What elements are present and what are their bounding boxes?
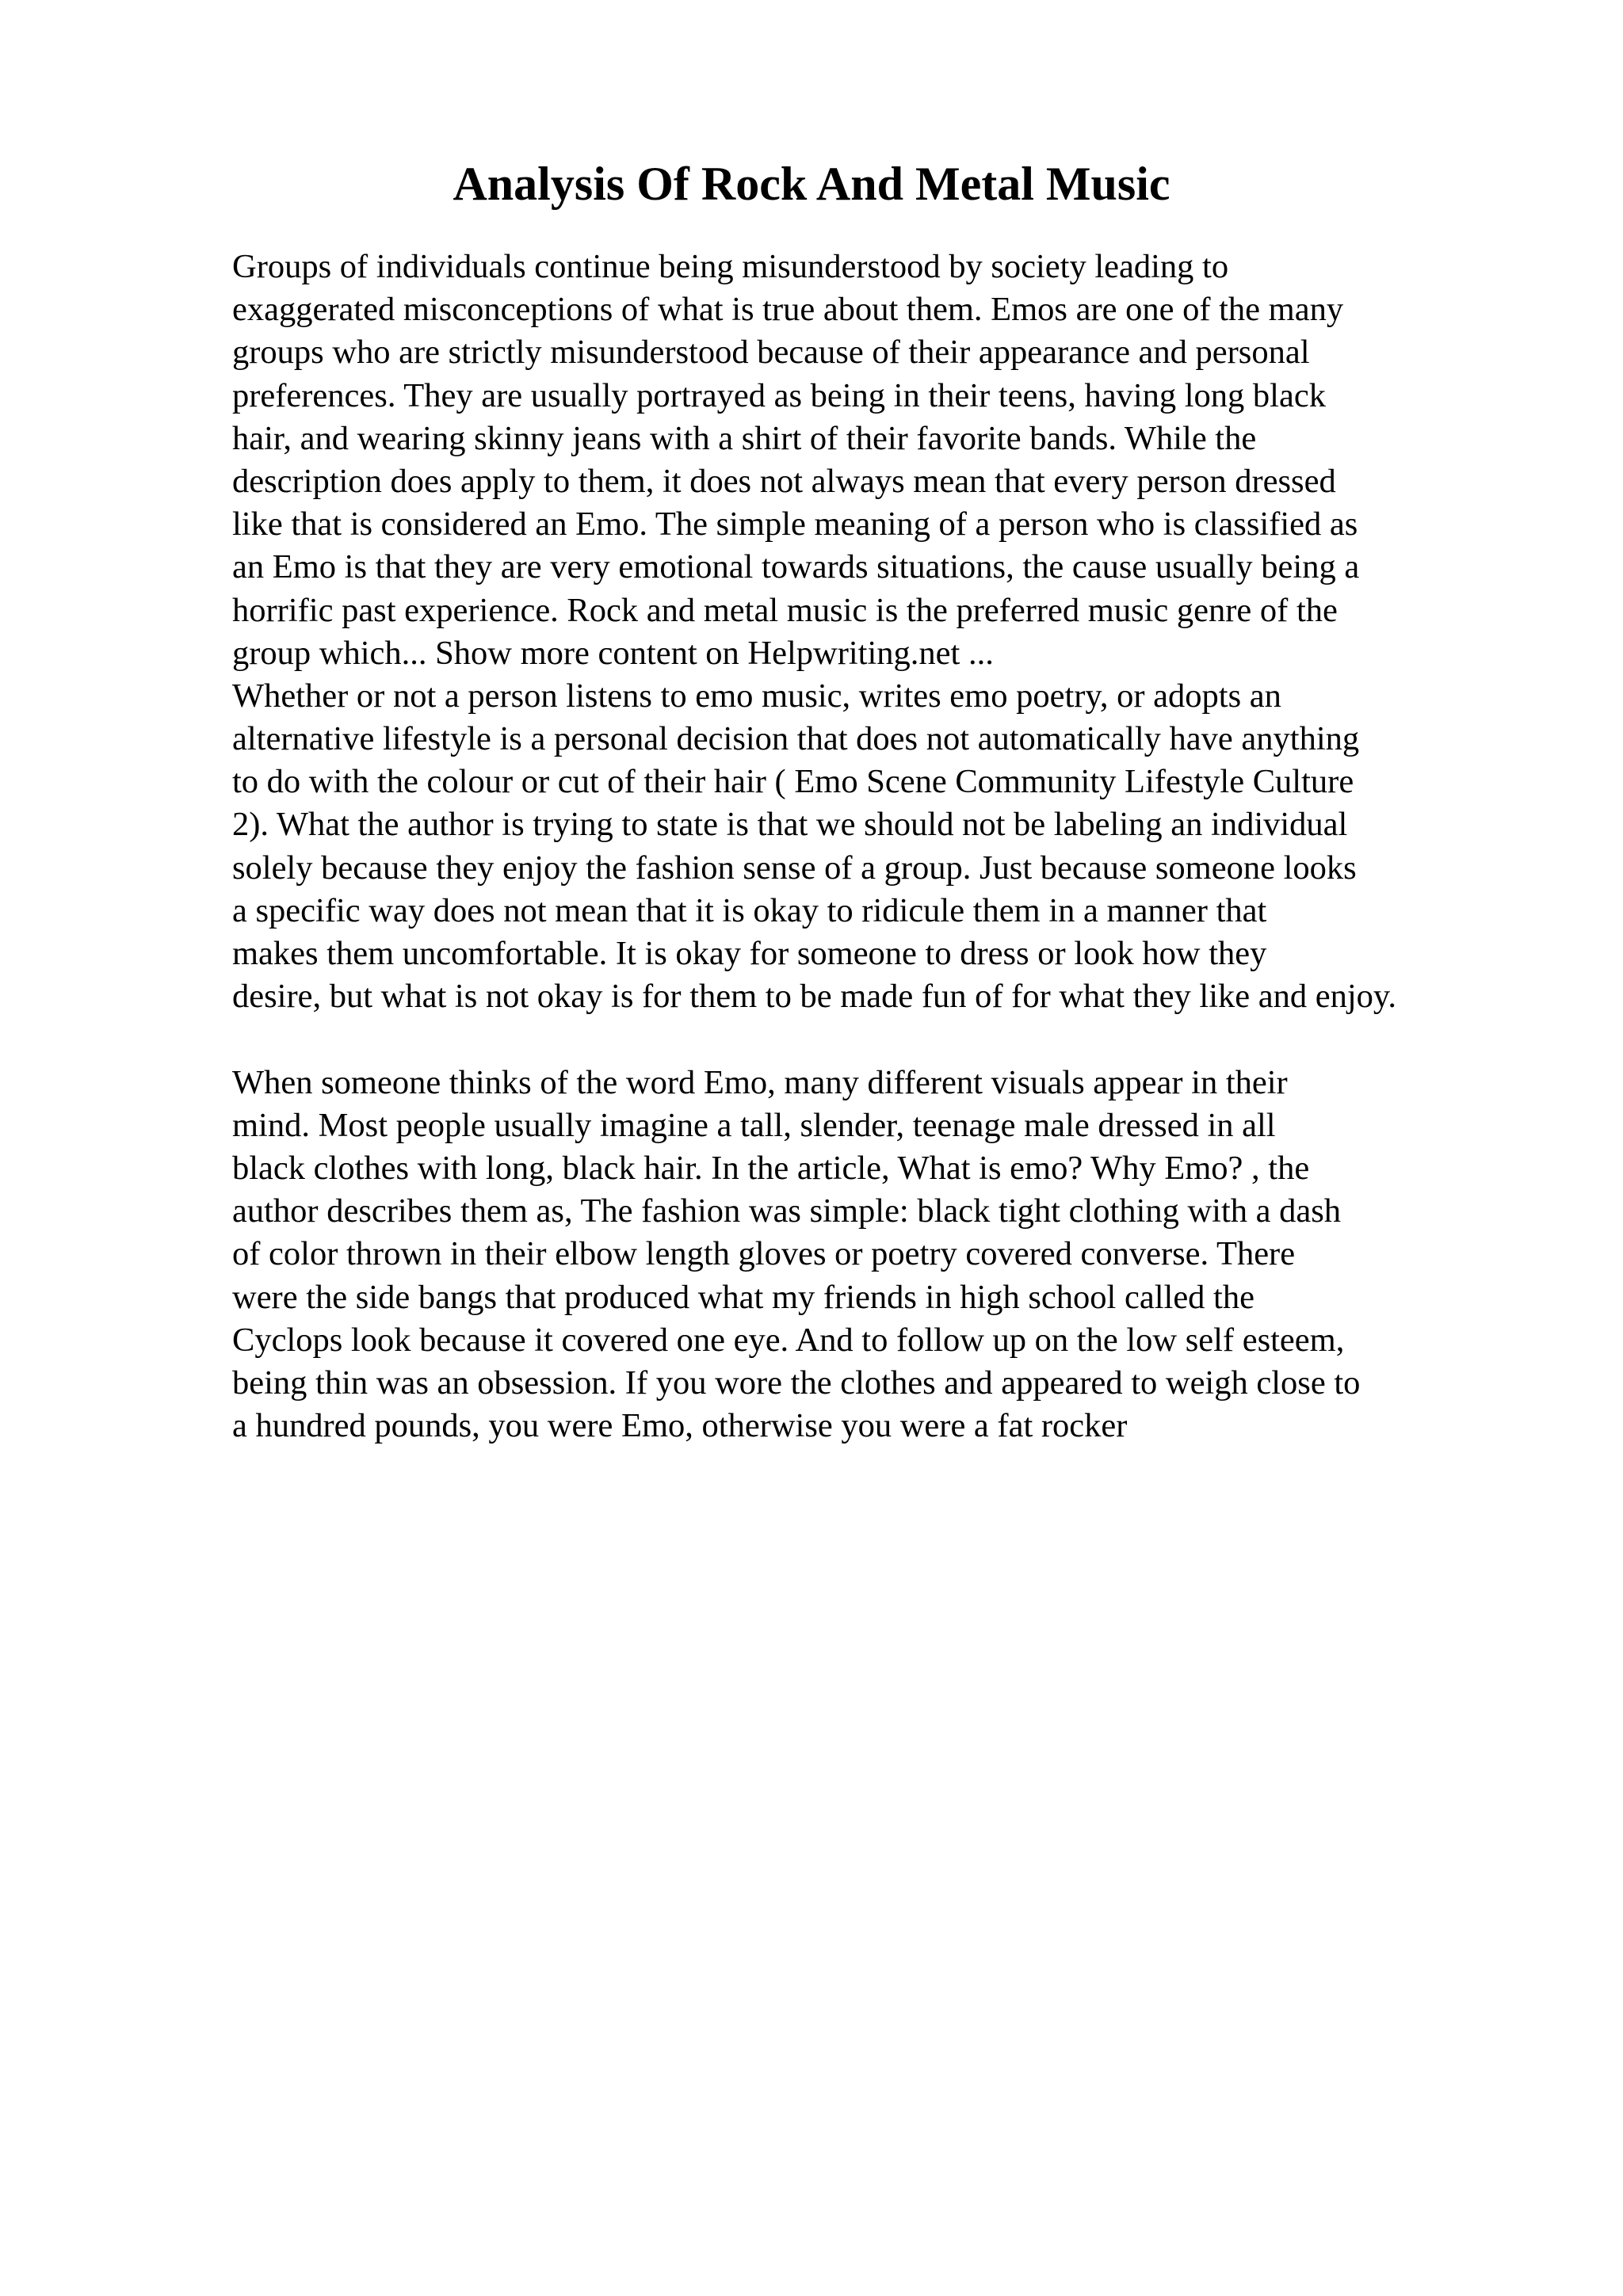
text-line: group which... Show more content on Helpwriting.net ... (232, 634, 994, 672)
text-line: hair, and wearing skinny jeans with a shirt of their favorite bands. While the (232, 419, 1257, 457)
text-line: black clothes with long, black hair. In the article, What is emo? Why Emo? , the (232, 1149, 1310, 1187)
text-line: mind. Most people usually imagine a tall, slender, teenage male dressed in all (232, 1106, 1276, 1144)
text-line: groups who are strictly misunderstood because of their appearance and personal (232, 334, 1310, 372)
text-line: were the side bangs that produced what my friends in high school called the (232, 1278, 1254, 1316)
text-line: being thin was an obsession. If you wore the clothes and appeared to weigh close to (232, 1363, 1361, 1402)
text-line: Whether or not a person listens to emo music, writes emo poetry, or adopts an (232, 677, 1281, 715)
paragraph-spacer (232, 1018, 1579, 1061)
text-line: solely because they enjoy the fashion sense of a group. Just because someone looks (232, 849, 1357, 887)
text-line: a hundred pounds, you were Emo, otherwise you were a fat rocker (232, 1407, 1128, 1445)
text-line: alternative lifestyle is a personal decision that does not automatically have anything (232, 720, 1360, 758)
text-line: 2). What the author is trying to state is that we should not be labeling an individual (232, 806, 1348, 844)
text-line: preferences. They are usually portrayed as being in their teens, having long black (232, 376, 1326, 414)
text-line: Groups of individuals continue being misunderstood by society leading to (232, 248, 1229, 285)
document-body (232, 246, 1579, 1447)
text-line: author describes them as, The fashion was simple: black tight clothing with a dash (232, 1192, 1342, 1230)
text-line: an Emo is that they are very emotional towards situations, the cause usually being a (232, 548, 1360, 586)
text-line: desire, but what is not okay is for them to be made fun of for what they like and enjoy. (232, 978, 1397, 1016)
text-line: makes them uncomfortable. It is okay for someone to dress or look how they (232, 935, 1267, 972)
text-line: description does apply to them, it does not always mean that every person dressed (232, 462, 1336, 500)
paragraph-3 (232, 1062, 1579, 1448)
text-line: to do with the colour or cut of their hair ( Emo Scene Community Lifestyle Culture (232, 763, 1354, 801)
text-line: Cyclops look because it covered one eye. And to follow up on the low self esteem, (232, 1321, 1345, 1359)
paragraph-1 (232, 246, 1579, 675)
text-line: a specific way does not mean that it is okay to ridicule them in a manner that (232, 891, 1267, 929)
text-line: like that is considered an Emo. The simple meaning of a person who is classified as (232, 505, 1358, 543)
text-line: horrific past experience. Rock and metal music is the preferred music genre of the (232, 591, 1338, 629)
text-line: exaggerated misconceptions of what is true about them. Emos are one of the many (232, 291, 1344, 329)
text-line: When someone thinks of the word Emo, many different visuals appear in their (232, 1063, 1288, 1101)
document-title: Analysis Of Rock And Metal Music (453, 158, 1170, 210)
paragraph-2 (232, 675, 1579, 1019)
text-line: of color thrown in their elbow length gloves or poetry covered converse. There (232, 1235, 1296, 1273)
